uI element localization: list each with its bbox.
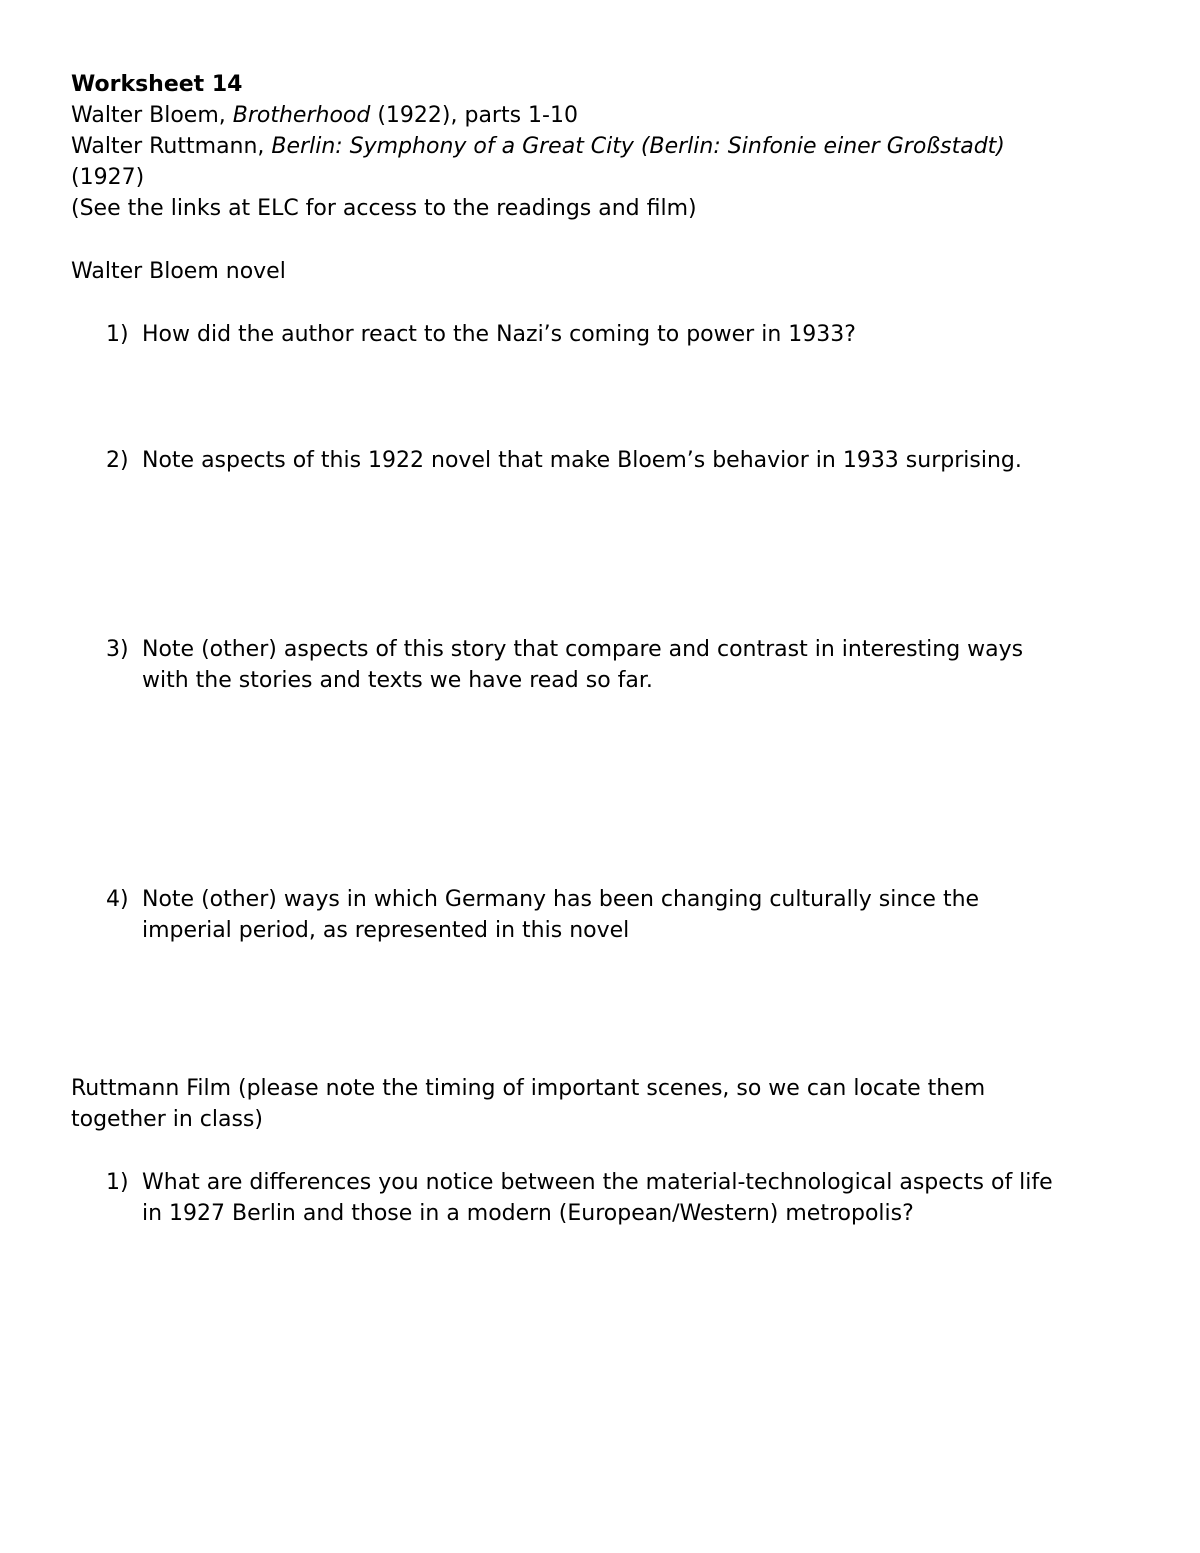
section-heading-ruttmann (71, 1073, 1141, 1135)
question-line: Note (other) ways in which Germany has been changing culturally since the (142, 887, 980, 912)
section-heading-line: together in class) (71, 1107, 263, 1132)
section-heading-bloem: Walter Bloem novel (71, 259, 286, 284)
question-number: 3) (106, 637, 129, 662)
question-line: How did the author react to the Nazi’s coming to power in 1933? (142, 322, 856, 347)
question-line: in 1927 Berlin and those in a modern (European/Western) metropolis? (142, 1201, 914, 1226)
ruttmann-work-title: Berlin: Symphony of a Great City (Berlin: Sinfonie einer Großstadt) (271, 134, 1005, 159)
bloem-author: Walter Bloem, (71, 103, 233, 128)
ruttmann-year: (1927) (71, 165, 145, 190)
question-text (142, 1167, 1142, 1229)
question-text (142, 884, 1142, 946)
question-line: Note (other) aspects of this story that compare and contrast in interesting ways (142, 637, 1024, 662)
bloem-work-title: Brotherhood (232, 103, 371, 128)
question-number: 1) (106, 1170, 129, 1195)
question-line: imperial period, as represented in this novel (142, 918, 630, 943)
bloem-details: (1922), parts 1-10 (370, 103, 578, 128)
reading-line-bloem (71, 100, 1141, 131)
question-line: Note aspects of this 1922 novel that make Bloem’s behavior in 1933 surprising. (142, 448, 1022, 473)
ruttmann-author: Walter Ruttmann, (71, 134, 272, 159)
question-text (142, 445, 1142, 476)
section-heading-line: Ruttmann Film (please note the timing of important scenes, so we can locate them (71, 1076, 986, 1101)
question-text (142, 634, 1142, 696)
question-line: What are differences you notice between the material-technological aspects of life (142, 1170, 1053, 1195)
question-text (142, 319, 1142, 350)
reading-line-ruttmann (71, 131, 1141, 162)
question-number: 4) (106, 887, 129, 912)
elc-links-note: (See the links at ELC for access to the readings and film) (71, 196, 697, 221)
worksheet-header (71, 69, 1141, 224)
question-number: 1) (106, 322, 129, 347)
question-line: with the stories and texts we have read so far. (142, 668, 653, 693)
question-number: 2) (106, 448, 129, 473)
page-title: Worksheet 14 (71, 72, 243, 97)
